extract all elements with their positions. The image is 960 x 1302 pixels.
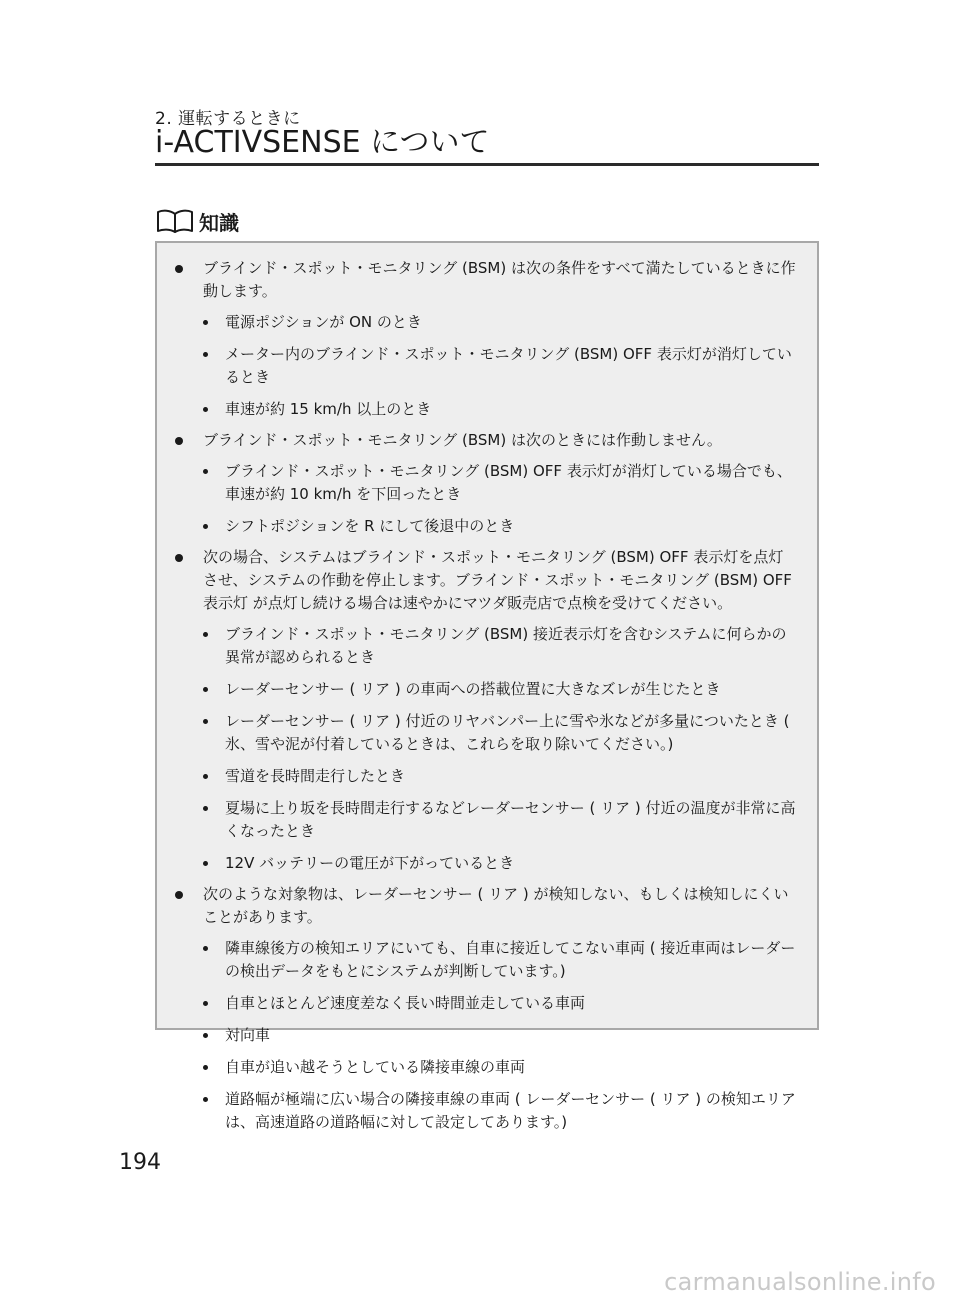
sub-list-item-text: 隣車線後方の検知エリアにいても、自車に接近してこない車両 ( 接近車両はレーダーの検出データをもとにシステムが判断しています。)	[225, 939, 796, 980]
bullet-icon	[175, 265, 183, 273]
dot-icon	[203, 469, 208, 474]
dot-icon	[203, 407, 208, 412]
list-item	[157, 257, 817, 421]
sub-list-item	[203, 311, 797, 334]
sub-list-item	[203, 343, 797, 389]
sub-list-item-text: 電源ポジションが ON のとき	[225, 313, 422, 331]
sub-list	[203, 460, 797, 538]
sub-list-item-text: 12V バッテリーの電圧が下がっているとき	[225, 854, 515, 872]
sub-list-item	[203, 515, 797, 538]
dot-icon	[203, 719, 208, 724]
sub-list-item-text: ブラインド・スポット・モニタリング (BSM) 接近表示灯を含むシステムに何らかの異常が認められるとき	[225, 625, 787, 666]
sub-list-item	[203, 1088, 797, 1134]
page-number: 194	[119, 1150, 161, 1175]
info-box	[155, 241, 819, 1131]
knowledge-list	[157, 257, 817, 1142]
list-item-text: ブラインド・スポット・モニタリング (BSM) は次のときには作動しません。	[203, 431, 722, 449]
knowledge-heading	[156, 206, 239, 236]
dot-icon	[203, 1097, 208, 1102]
list-item	[157, 883, 817, 1134]
sub-list	[203, 937, 797, 1134]
sub-list	[203, 623, 797, 875]
sub-list-item-text: 道路幅が極端に広い場合の隣接車線の車両 ( レーダーセンサー ( リア ) の検知エリアは、高速道路の道路幅に対して設定してあります。)	[225, 1090, 796, 1131]
watermark: carmanualsonline.info	[664, 1268, 936, 1296]
list-item-text: 次のような対象物は、レーダーセンサー ( リア ) が検知しない、もしくは検知しにくいことがあります。	[203, 885, 789, 926]
dot-icon	[203, 1033, 208, 1038]
dot-icon	[203, 320, 208, 325]
dot-icon	[203, 352, 208, 357]
sub-list-item-text: レーダーセンサー ( リア ) 付近のリヤバンパー上に雪や氷などが多量についたとき ( 氷、雪や泥が付着しているときは、これらを取り除いてください。)	[225, 712, 790, 753]
bullet-icon	[175, 554, 183, 562]
sub-list-item	[203, 992, 797, 1015]
sub-list-item-text: 夏場に上り坂を長時間走行するなどレーダーセンサー ( リア ) 付近の温度が非常に高くなったとき	[225, 799, 796, 840]
sub-list-item	[203, 937, 797, 983]
list-item	[157, 429, 817, 538]
sub-list-item-text: 自車とほとんど速度差なく長い時間並走している車両	[225, 994, 586, 1012]
dot-icon	[203, 861, 208, 866]
open-book-icon	[156, 208, 194, 234]
dot-icon	[203, 946, 208, 951]
sub-list-item	[203, 1056, 797, 1079]
sub-list-item-text: 自車が追い越そうとしている隣接車線の車両	[225, 1058, 526, 1076]
dot-icon	[203, 1065, 208, 1070]
bullet-icon	[175, 891, 183, 899]
sub-list-item	[203, 710, 797, 756]
sub-list-item-text: 対向車	[225, 1026, 271, 1044]
section-label: 2. 運転するときに	[155, 109, 301, 129]
page-title: i-ACTIVSENSE について	[155, 125, 490, 160]
list-item-text: ブラインド・スポット・モニタリング (BSM) は次の条件をすべて満たしているときに作動します。	[203, 259, 796, 300]
bullet-icon	[175, 437, 183, 445]
title-rule	[155, 163, 819, 166]
dot-icon	[203, 806, 208, 811]
sub-list-item	[203, 678, 797, 701]
sub-list-item	[203, 797, 797, 843]
sub-list-item-text: 雪道を長時間走行したとき	[225, 767, 406, 785]
dot-icon	[203, 687, 208, 692]
sub-list-item	[203, 852, 797, 875]
knowledge-label: 知識	[199, 210, 239, 235]
sub-list-item	[203, 623, 797, 669]
dot-icon	[203, 632, 208, 637]
list-item	[157, 546, 817, 875]
sub-list-item	[203, 1024, 797, 1047]
sub-list	[203, 311, 797, 421]
sub-list-item-text: 車速が約 15 km/h 以上のとき	[225, 400, 432, 418]
sub-list-item-text: メーター内のブラインド・スポット・モニタリング (BSM) OFF 表示灯が消灯しているとき	[225, 345, 792, 386]
sub-list-item-text: シフトポジションを R にして後退中のとき	[225, 517, 515, 535]
list-item-text: 次の場合、システムはブラインド・スポット・モニタリング (BSM) OFF 表示灯を点灯させ、システムの作動を停止します。ブラインド・スポット・モニタリング (BSM) OFF 表示灯 が点灯し続ける場合は速やかにマツダ販売店で点検を受けてください。	[203, 548, 792, 612]
sub-list-item-text: ブラインド・スポット・モニタリング (BSM) OFF 表示灯が消灯している場合でも、車速が約 10 km/h を下回ったとき	[225, 462, 792, 503]
sub-list-item	[203, 765, 797, 788]
sub-list-item-text: レーダーセンサー ( リア ) の車両への搭載位置に大きなズレが生じたとき	[225, 680, 721, 698]
dot-icon	[203, 524, 208, 529]
dot-icon	[203, 774, 208, 779]
sub-list-item	[203, 398, 797, 421]
sub-list-item	[203, 460, 797, 506]
dot-icon	[203, 1001, 208, 1006]
